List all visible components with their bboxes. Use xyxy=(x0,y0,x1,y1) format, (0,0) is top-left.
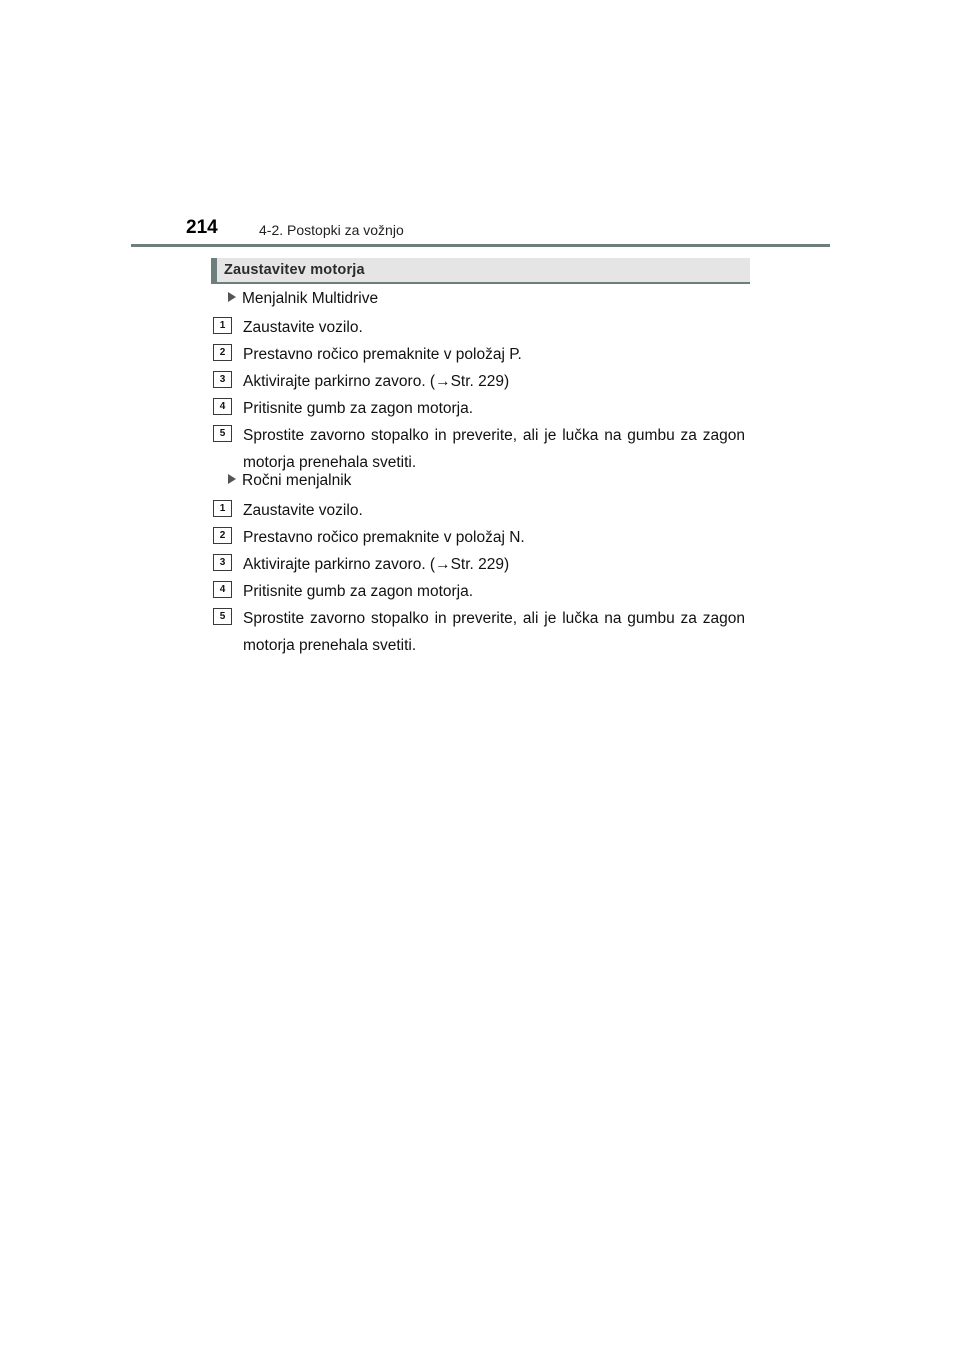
step-number: 2 xyxy=(213,344,232,361)
step-text: Aktivirajte parkirno zavoro. (→Str. 229) xyxy=(243,373,510,390)
triangle-bullet-icon xyxy=(228,292,236,302)
step-item xyxy=(213,524,745,551)
step-text: Sprostite zavorno stopalko in preverite, ali je lučka na gumbu za zagon motorja prenehala svetiti. xyxy=(243,427,745,471)
subheading-label: Ročni menjalnik xyxy=(242,472,352,489)
step-item xyxy=(213,422,745,476)
page-number: 214 xyxy=(186,217,218,238)
header-rule xyxy=(131,244,830,247)
step-text: Aktivirajte parkirno zavoro. (→Str. 229) xyxy=(243,556,510,573)
section-title: Zaustavitev motorja xyxy=(224,262,365,278)
step-item xyxy=(213,497,745,524)
step-text: Sprostite zavorno stopalko in preverite, ali je lučka na gumbu za zagon motorja prenehala svetiti. xyxy=(243,610,745,654)
step-text: Pritisnite gumb za zagon motorja. xyxy=(243,583,474,600)
step-number: 1 xyxy=(213,317,232,334)
step-item xyxy=(213,605,745,659)
triangle-bullet-icon xyxy=(228,474,236,484)
step-number: 3 xyxy=(213,554,232,571)
section-heading-bar xyxy=(211,258,217,282)
step-number: 3 xyxy=(213,371,232,388)
step-text: Zaustavite vozilo. xyxy=(243,502,363,519)
section-heading xyxy=(211,258,750,284)
step-number: 1 xyxy=(213,500,232,517)
step-number: 5 xyxy=(213,608,232,625)
step-text: Prestavno ročico premaknite v položaj P. xyxy=(243,346,522,363)
step-item xyxy=(213,578,745,605)
subheading-label: Menjalnik Multidrive xyxy=(242,290,379,307)
step-number: 2 xyxy=(213,527,232,544)
step-item xyxy=(213,341,745,368)
step-text: Pritisnite gumb za zagon motorja. xyxy=(243,400,474,417)
subheading-multidrive xyxy=(228,290,378,308)
step-number: 4 xyxy=(213,581,232,598)
step-item xyxy=(213,314,745,341)
step-number: 5 xyxy=(213,425,232,442)
step-item xyxy=(213,368,745,395)
step-number: 4 xyxy=(213,398,232,415)
step-text: Zaustavite vozilo. xyxy=(243,319,363,336)
step-item xyxy=(213,395,745,422)
step-text: Prestavno ročico premaknite v položaj N. xyxy=(243,529,525,546)
running-header: 4-2. Postopki za vožnjo xyxy=(259,222,404,238)
step-item xyxy=(213,551,745,578)
subheading-manual xyxy=(228,472,351,490)
